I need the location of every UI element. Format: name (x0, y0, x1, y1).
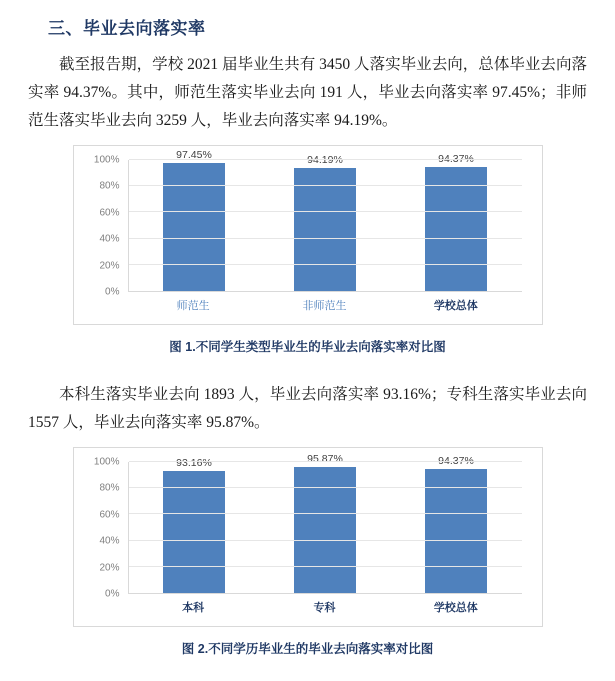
chart-1-bar (163, 163, 225, 291)
chart-1-bar-label: 94.19% (307, 153, 343, 166)
chart-1-y-tick: 20% (99, 260, 120, 272)
chart-2-y-tick: 100% (93, 456, 120, 468)
chart-2-y-tick: 0% (105, 588, 120, 600)
chart-1-y-tick: 80% (99, 180, 120, 192)
page-title: 三、毕业去向落实率 (48, 19, 206, 38)
chart-2-bar-label: 95.87% (307, 453, 343, 466)
chart-2-bar-label: 94.37% (438, 455, 474, 468)
chart-2-x-tick: 专科 (313, 602, 336, 614)
chart-2-plot (84, 453, 528, 620)
chart-2-x-tick: 学校总体 (433, 602, 478, 614)
chart-2-bars (129, 453, 522, 593)
chart-2-gridline (129, 540, 522, 541)
chart-1-bars (129, 149, 522, 291)
chart-1-gridline (129, 159, 522, 160)
chart-2-bar (163, 471, 225, 593)
chart-1-grid (128, 149, 522, 292)
chart-1-gridline (129, 264, 522, 265)
chart-1-y-tick: 100% (93, 154, 120, 166)
chart-2-bar-slot (391, 455, 522, 593)
chart-1-bar-slot (129, 149, 260, 291)
chart-1-bar-label: 97.45% (176, 149, 212, 162)
chart-1-gridline (129, 238, 522, 239)
chart-1-plot (84, 149, 528, 318)
figure-1-caption: 图 1.不同学生类型毕业生的毕业去向落实率对比图 (169, 340, 446, 354)
chart-1-x-axis (128, 294, 522, 316)
chart-2-x-axis (128, 596, 522, 618)
figure-1-block (73, 145, 543, 355)
chart-2-grid (128, 453, 522, 594)
chart-2-y-tick: 60% (99, 509, 120, 521)
chart-1-y-tick: 40% (99, 233, 120, 245)
chart-2-gridline (129, 461, 522, 462)
chart-1-x-tick: 学校总体 (433, 300, 478, 312)
chart-1-bar-slot (391, 153, 522, 291)
chart-1 (73, 145, 543, 325)
chart-1-y-axis (84, 154, 124, 298)
chart-2 (73, 447, 543, 627)
figure-2-block (73, 447, 543, 657)
chart-1-gridline (129, 185, 522, 186)
chart-2-y-tick: 80% (99, 482, 120, 494)
chart-2-gridline (129, 487, 522, 488)
chart-1-x-tick: 非师范生 (302, 300, 347, 312)
chart-1-bar-slot (260, 153, 391, 291)
chart-2-y-tick: 20% (99, 562, 120, 574)
chart-2-bar-slot (260, 453, 391, 593)
paragraph-2: 本科生落实毕业去向 1893 人，毕业去向落实率 93.16%；专科生落实毕业去向 1557 人，毕业去向落实率 95.87%。 (28, 386, 587, 431)
chart-2-gridline (129, 566, 522, 567)
chart-2-x-tick: 本科 (182, 602, 205, 614)
document-page (0, 14, 615, 681)
chart-1-bar-label: 94.37% (438, 153, 474, 166)
chart-1-gridline (129, 211, 522, 212)
figure-2-caption: 图 2.不同学历毕业生的毕业去向落实率对比图 (181, 642, 434, 656)
chart-2-y-tick: 40% (99, 535, 120, 547)
chart-1-y-tick: 0% (105, 286, 120, 298)
chart-2-bar-slot (129, 456, 260, 593)
chart-2-y-axis (84, 456, 124, 600)
chart-2-bar-label: 93.16% (176, 456, 212, 469)
paragraph-1: 截至报告期，学校 2021 届毕业生共有 3450 人落实毕业去向，总体毕业去向落实率 94.37%。其中，师范生落实毕业去向 191 人，毕业去向落实率 97.45%；非师范生落实毕业去向 3259 人，毕业去向落实率 94.19%。 (28, 56, 587, 129)
chart-1-x-tick: 师范生 (176, 300, 210, 312)
chart-1-y-tick: 60% (99, 207, 120, 219)
chart-2-gridline (129, 513, 522, 514)
